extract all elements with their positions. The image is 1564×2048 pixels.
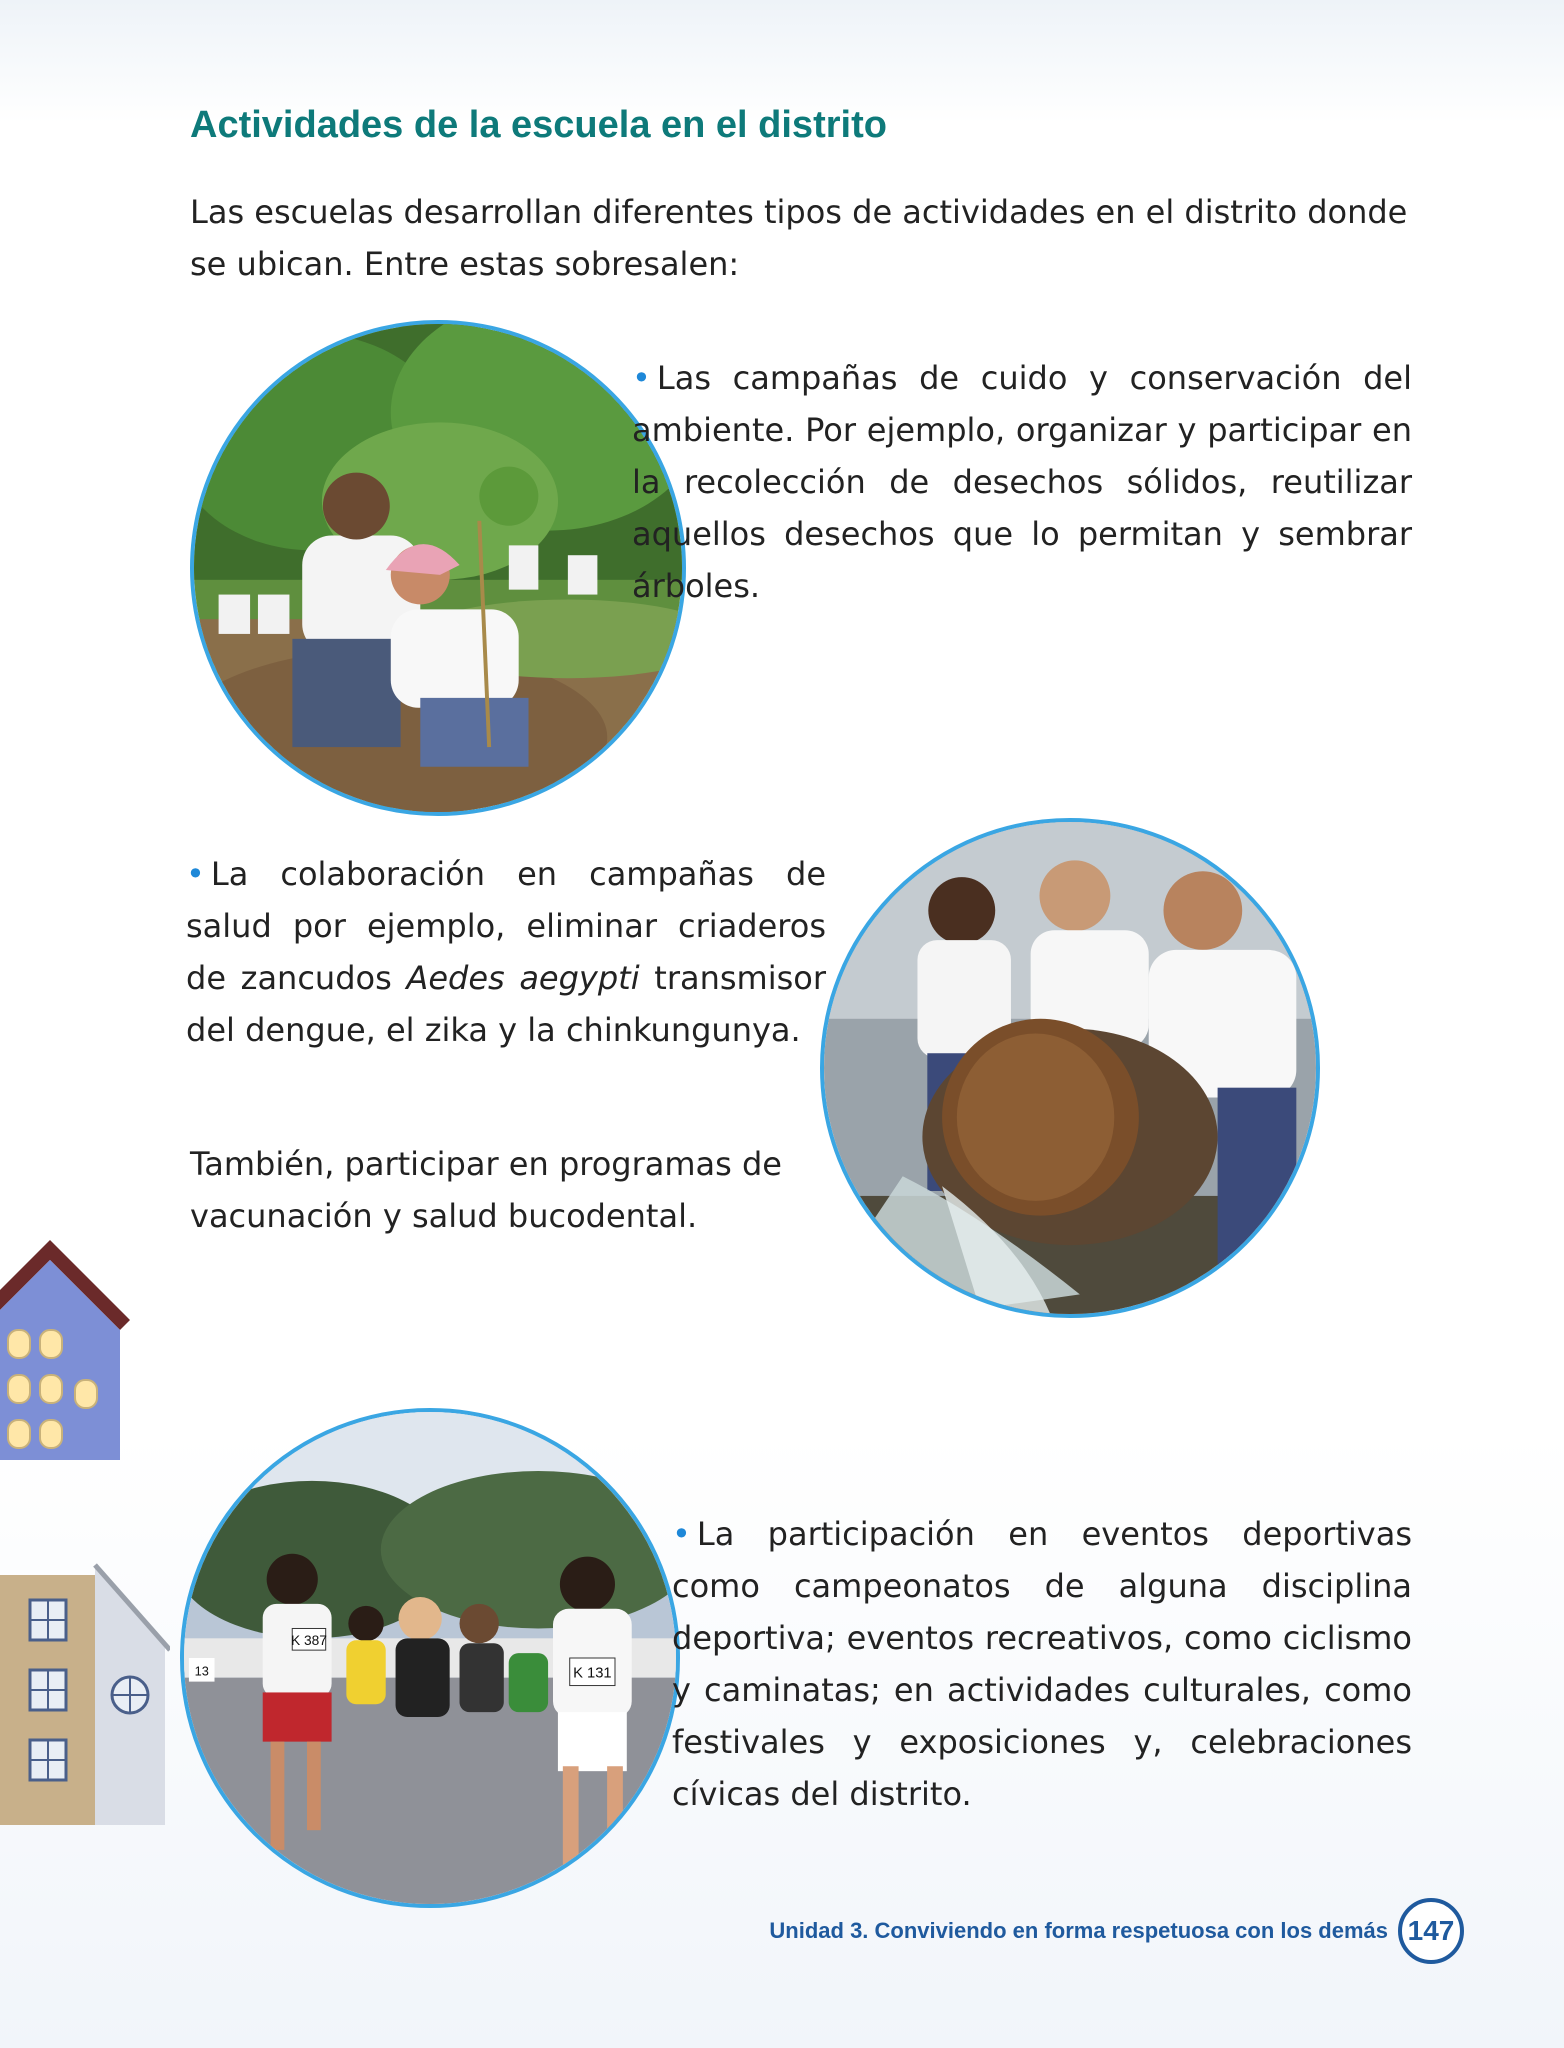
bullet-health-text-after: transmisor del dengue, el zika y la chinkungunya. (186, 959, 827, 1049)
page-title: Actividades de la escuela en el distrito (190, 104, 887, 146)
bullet-dot: • (186, 855, 205, 893)
bullet-environment (632, 352, 1412, 612)
runner-bib-387: K 387 (290, 1633, 327, 1649)
tan-house-decoration (0, 1555, 170, 1835)
bullet-dot: • (672, 1515, 691, 1553)
bullet-environment-text: Las campañas de cuido y conservación del ambiente. Por ejemplo, organizar y participar en la recolección de desechos sólidos, reutilizar aquellos desechos que lo permitan y sembrar árboles. (632, 359, 1412, 605)
intro-paragraph: Las escuelas desarrollan diferentes tipos de actividades en el distrito donde se ubican. Entre estas sobresalen: (190, 193, 1408, 283)
tree-planting-photo (190, 320, 686, 816)
runner-bib-131: K 131 (573, 1665, 612, 1682)
page-footer (769, 1898, 1464, 1964)
running-race-photo (180, 1408, 680, 1908)
bullet-sports-text: La participación en eventos deportivas como campeonatos de alguna disciplina deportiva; eventos recreativos, como ciclismo y caminatas; en actividades culturales, como festivales y exposiciones y, celebraciones cívicas del distrito. (672, 1515, 1412, 1813)
runner-bib-partial: 13 (194, 1663, 209, 1679)
bullet-health (186, 848, 826, 1056)
unit-title: Unidad 3. Conviviendo en forma respetuosa con los demás (769, 1918, 1388, 1943)
vaccination-paragraph: También, participar en programas de vacunación y salud bucodental. (190, 1145, 782, 1235)
bullet-health-species: Aedes aegypti (406, 959, 640, 997)
bullet-sports (672, 1508, 1412, 1820)
bullet-dot: • (632, 359, 651, 397)
purple-house-decoration (0, 1230, 140, 1470)
barrel-water-photo (820, 818, 1320, 1318)
bullet-health-text-before: La colaboración en campañas de salud por ejemplo, eliminar criaderos de zancudos (186, 855, 826, 997)
page-number: 147 (1398, 1898, 1464, 1964)
